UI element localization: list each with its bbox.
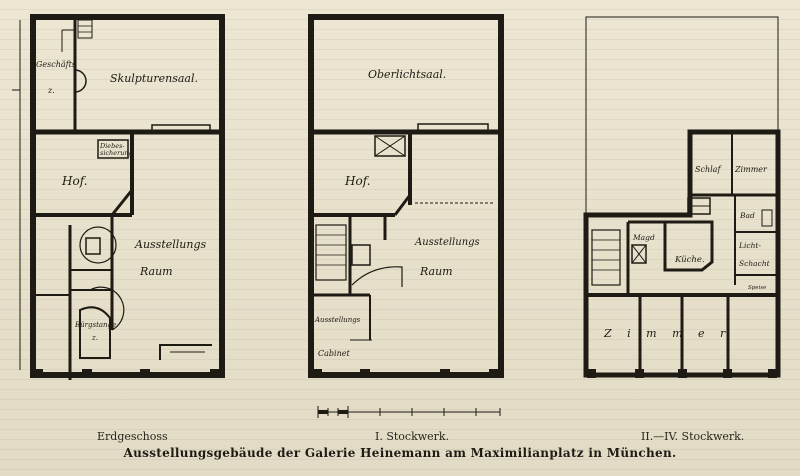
label-zimmer-row: Z i m m e r — [604, 327, 732, 340]
label-schlaf: Schlaf — [695, 165, 721, 174]
label-skulpturensaal: Skulpturensaal. — [110, 72, 198, 85]
label-z2: z. — [92, 334, 98, 342]
label-sicherung: sicherung — [100, 149, 133, 157]
label-oberlichtsaal: Oberlichtsaal. — [368, 68, 447, 81]
label-speise: Speise — [748, 285, 767, 291]
label-geschaefts: Geschäfts — [36, 60, 76, 69]
label-kueche: Küche. — [675, 255, 705, 265]
label-schacht: Schacht — [739, 259, 770, 268]
label-ausstellungs: Ausstellungs — [135, 238, 207, 251]
caption-upper-floors: II.—IV. Stockwerk. — [641, 430, 745, 443]
label-bad: Bad — [740, 211, 755, 220]
label-buergstange: Bürgstange — [75, 321, 117, 329]
label-ausstellungs-1: Ausstellungs — [415, 237, 480, 248]
label-raum-1: Raum — [420, 265, 453, 278]
figure-title: Ausstellungsgebäude der Galerie Heinemann am Maximilianplatz in München. — [123, 446, 677, 460]
label-raum: Raum — [140, 265, 173, 278]
label-ausstellungs-2: Ausstellungs — [315, 316, 361, 324]
label-licht: Licht- — [739, 241, 761, 250]
caption-ground-floor: Erdgeschoss — [97, 430, 168, 443]
label-zimmer: Zimmer — [735, 165, 767, 174]
label-cabinet: Cabinet — [318, 349, 350, 358]
label-hof-1: Hof. — [345, 174, 371, 188]
plan-upper-floors — [586, 17, 778, 378]
label-z: z. — [48, 86, 55, 95]
caption-first-floor: I. Stockwerk. — [375, 430, 450, 443]
label-magd: Magd — [633, 233, 655, 242]
scale-bar — [318, 406, 500, 418]
label-hof: Hof. — [62, 174, 88, 188]
label-diebes: Diebes- — [100, 142, 125, 150]
